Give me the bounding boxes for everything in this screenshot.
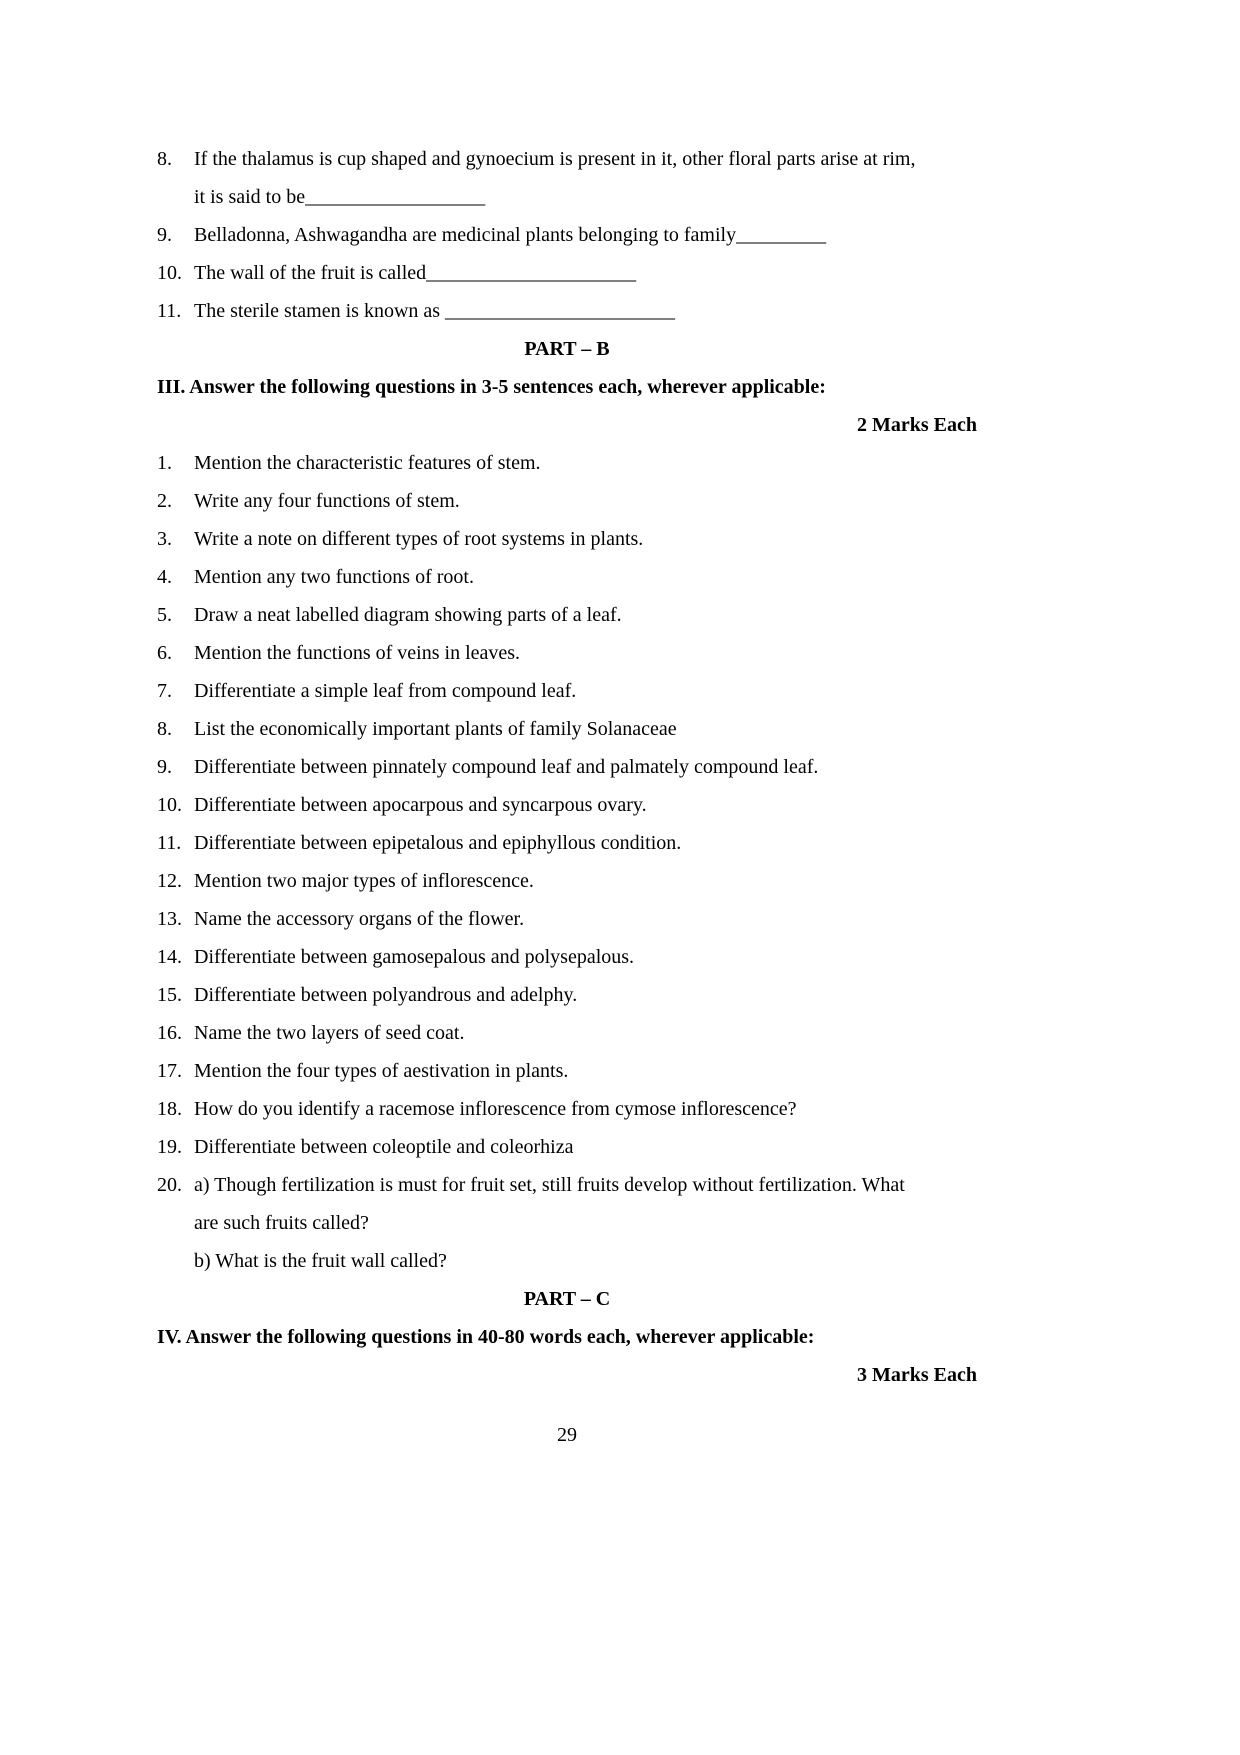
part-c-heading: PART – C xyxy=(523,1288,611,1310)
question-number: 2. xyxy=(157,490,172,512)
question-number: 4. xyxy=(157,566,172,588)
part-c-marks: 3 Marks Each xyxy=(857,1364,977,1386)
question-item-15 xyxy=(157,976,977,1014)
question-text: List the economically important plants of family Solanaceae xyxy=(194,718,677,740)
question-item-3 xyxy=(157,520,977,558)
part-c-instruction: IV. Answer the following questions in 40-80 words each, wherever applicable: xyxy=(157,1326,815,1348)
question-number: 10. xyxy=(157,262,182,284)
question-line: are such fruits called? xyxy=(194,1212,369,1234)
question-text: Differentiate between pinnately compound leaf and palmately compound leaf. xyxy=(194,756,819,778)
question-line: If the thalamus is cup shaped and gynoecium is present in it, other floral parts arise at rim, xyxy=(194,148,916,170)
part-b-marks: 2 Marks Each xyxy=(857,414,977,436)
question-item-11 xyxy=(157,824,977,862)
question-number: 15. xyxy=(157,984,182,1006)
question-item-16 xyxy=(157,1014,977,1052)
question-item-2 xyxy=(157,482,977,520)
question-text: Differentiate between coleoptile and coleorhiza xyxy=(194,1136,574,1158)
question-item-7 xyxy=(157,672,977,710)
question-number: 18. xyxy=(157,1098,182,1120)
question-number: 14. xyxy=(157,946,182,968)
question-number: 9. xyxy=(157,224,172,246)
question-item-17 xyxy=(157,1052,977,1090)
question-text: Mention two major types of inflorescence. xyxy=(194,870,534,892)
question-text: Write a note on different types of root systems in plants. xyxy=(194,528,644,550)
question-item-8 xyxy=(157,710,977,748)
question-item-20 xyxy=(157,1166,977,1280)
question-text: Differentiate a simple leaf from compound leaf. xyxy=(194,680,577,702)
fill-blank-item-9 xyxy=(157,216,977,254)
part-b-instruction: III. Answer the following questions in 3-5 sentences each, wherever applicable: xyxy=(157,376,826,398)
question-item-14 xyxy=(157,938,977,976)
question-number: 17. xyxy=(157,1060,182,1082)
question-text xyxy=(194,140,977,216)
question-number: 10. xyxy=(157,794,182,816)
question-item-6 xyxy=(157,634,977,672)
page-number: 29 xyxy=(557,1424,577,1446)
question-text: Differentiate between gamosepalous and polysepalous. xyxy=(194,946,635,968)
question-text: Mention the four types of aestivation in plants. xyxy=(194,1060,569,1082)
question-number: 19. xyxy=(157,1136,182,1158)
question-number: 1. xyxy=(157,452,172,474)
question-number: 8. xyxy=(157,148,172,170)
question-number: 11. xyxy=(157,300,182,322)
question-text xyxy=(194,1166,977,1280)
question-number: 8. xyxy=(157,718,172,740)
question-text: Mention the functions of veins in leaves. xyxy=(194,642,521,664)
question-number: 7. xyxy=(157,680,172,702)
question-number: 13. xyxy=(157,908,182,930)
question-item-1 xyxy=(157,444,977,482)
question-text: Write any four functions of stem. xyxy=(194,490,460,512)
question-number: 3. xyxy=(157,528,172,550)
question-text: Differentiate between polyandrous and adelphy. xyxy=(194,984,578,1006)
fill-blank-item-8 xyxy=(157,140,977,216)
question-item-4 xyxy=(157,558,977,596)
question-number: 9. xyxy=(157,756,172,778)
question-text: The sterile stamen is known as _______________________ xyxy=(194,300,676,322)
question-item-19 xyxy=(157,1128,977,1166)
question-line: b) What is the fruit wall called? xyxy=(194,1250,447,1272)
question-text: Belladonna, Ashwagandha are medicinal plants belonging to family_________ xyxy=(194,224,827,246)
fill-blank-item-11 xyxy=(157,292,977,330)
question-item-5 xyxy=(157,596,977,634)
question-text: Name the two layers of seed coat. xyxy=(194,1022,465,1044)
part-b-heading: PART – B xyxy=(524,338,610,360)
question-line: a) Though fertilization is must for fruit set, still fruits develop without fertilization. What xyxy=(194,1174,905,1196)
question-text: Mention the characteristic features of stem. xyxy=(194,452,541,474)
question-number: 20. xyxy=(157,1174,182,1196)
question-number: 6. xyxy=(157,642,172,664)
question-text: Draw a neat labelled diagram showing parts of a leaf. xyxy=(194,604,622,626)
question-text: How do you identify a racemose inflorescence from cymose inflorescence? xyxy=(194,1098,797,1120)
question-number: 5. xyxy=(157,604,172,626)
question-line: it is said to be__________________ xyxy=(194,186,486,208)
question-text: Name the accessory organs of the flower. xyxy=(194,908,525,930)
question-number: 16. xyxy=(157,1022,182,1044)
question-number: 11. xyxy=(157,832,182,854)
question-item-13 xyxy=(157,900,977,938)
question-item-9 xyxy=(157,748,977,786)
question-text: The wall of the fruit is called_____________________ xyxy=(194,262,637,284)
question-text: Mention any two functions of root. xyxy=(194,566,474,588)
question-item-12 xyxy=(157,862,977,900)
fill-blank-item-10 xyxy=(157,254,977,292)
question-text: Differentiate between apocarpous and syncarpous ovary. xyxy=(194,794,647,816)
question-text: Differentiate between epipetalous and epiphyllous condition. xyxy=(194,832,682,854)
question-number: 12. xyxy=(157,870,182,892)
question-item-18 xyxy=(157,1090,977,1128)
question-item-10 xyxy=(157,786,977,824)
